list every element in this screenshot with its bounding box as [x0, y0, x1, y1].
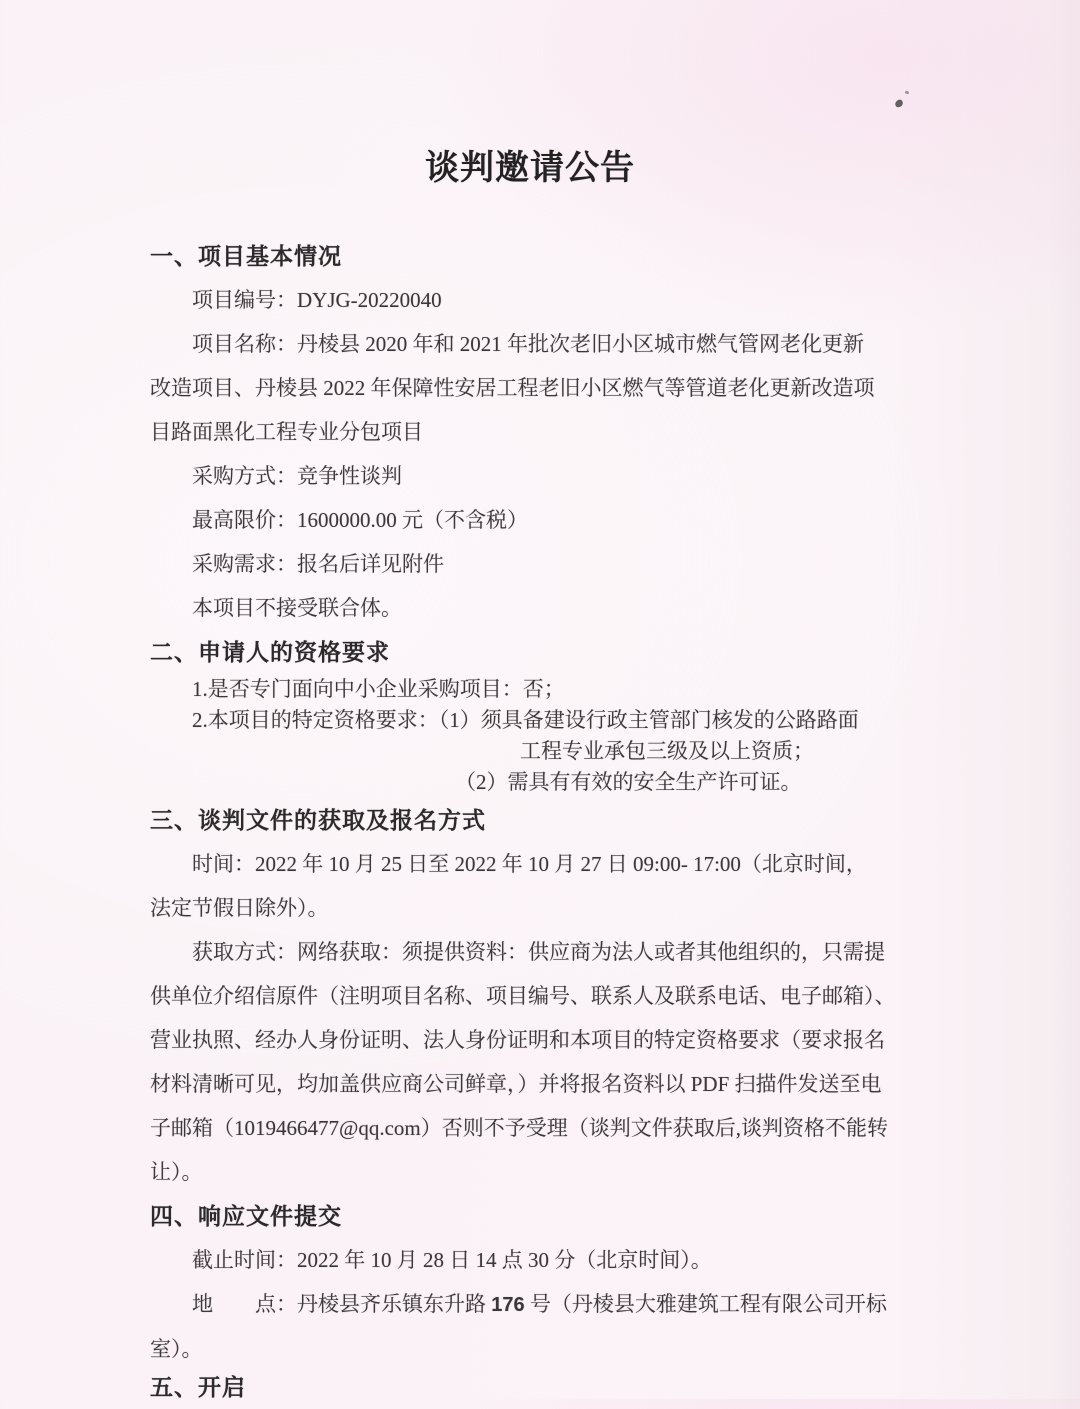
section-5-heading: 五、开启	[150, 1374, 246, 1400]
project-name-line-3: 目路面黑化工程专业分包项目	[150, 420, 423, 444]
acquisition-line-2: 供单位介绍信原件（注明项目名称、项目编号、联系人及联系电话、电子邮箱）、	[150, 984, 896, 1008]
procurement-method-line: 采购方式：竞争性谈判	[192, 464, 402, 488]
acquisition-line-1: 获取方式：网络获取：须提供资料：供应商为法人或者其他组织的，只需提	[192, 940, 885, 964]
project-name-line-2: 改造项目、丹棱县 2022 年保障性安居工程老旧小区燃气等管道老化更新改造项	[150, 376, 875, 400]
qualification-item-3: （2）需具有有效的安全生产许可证。	[455, 770, 802, 794]
acquisition-line-6: 让）。	[150, 1160, 203, 1184]
project-number-line: 项目编号：DYJG-20220040	[192, 288, 442, 312]
location-suffix: 号（丹棱县大雅建筑工程有限公司开标	[524, 1292, 887, 1316]
price-limit-line: 最高限价：1600000.00 元（不含税）	[192, 508, 528, 532]
time-line-2: 法定节假日除外）。	[150, 896, 329, 920]
document-title: 谈判邀请公告	[425, 150, 635, 187]
procurement-demand-line: 采购需求：报名后详见附件	[192, 552, 444, 576]
section-4-body	[150, 1238, 910, 1371]
location-prefix: 地 点：丹棱县齐乐镇东升路	[192, 1292, 492, 1316]
qualification-item-1: 1.是否专门面向中小企业采购项目：否；	[192, 677, 565, 701]
acquisition-line-5: 子邮箱（1019466477@qq.com）否则不予受理（谈判文件获取后,谈判资格不能转	[150, 1116, 888, 1140]
time-line-1: 时间：2022 年 10 月 25 日至 2022 年 10 月 27 日 09:00- 17:00（北京时间，	[192, 852, 867, 876]
section-1-heading: 一、项目基本情况	[150, 243, 342, 269]
section-3-body	[150, 842, 910, 1194]
location-last-line: 室）。	[150, 1337, 203, 1361]
acquisition-line-3: 营业执照、经办人身份证明、法人身份证明和本项目的特定资格要求（要求报名	[150, 1028, 885, 1052]
section-3-heading: 三、谈判文件的获取及报名方式	[150, 807, 486, 833]
deadline-line: 截止时间：2022 年 10 月 28 日 14 点 30 分（北京时间）。	[192, 1248, 712, 1272]
no-consortium-line: 本项目不接受联合体。	[192, 596, 402, 620]
section-2-body	[150, 674, 910, 798]
section-2-heading: 二、申请人的资格要求	[150, 639, 390, 665]
project-name-line-1: 项目名称：丹棱县 2020 年和 2021 年批次老旧小区城市燃气管网老化更新	[192, 332, 864, 356]
acquisition-line-4: 材料清晰可见，均加盖供应商公司鲜章，）并将报名资料以 PDF 扫描件发送至电	[150, 1072, 882, 1096]
qualification-item-2: 2.本项目的特定资格要求：（1）须具备建设行政主管部门核发的公路路面	[192, 708, 859, 732]
location-line	[150, 1282, 910, 1327]
section-4-heading: 四、响应文件提交	[150, 1203, 342, 1229]
location-street-number: 176	[491, 1294, 525, 1316]
qualification-item-2-cont: 工程专业承包三级及以上资质；	[520, 739, 814, 763]
ink-speck	[894, 99, 904, 109]
section-1-body	[150, 278, 910, 630]
ink-speck-small	[905, 90, 910, 94]
